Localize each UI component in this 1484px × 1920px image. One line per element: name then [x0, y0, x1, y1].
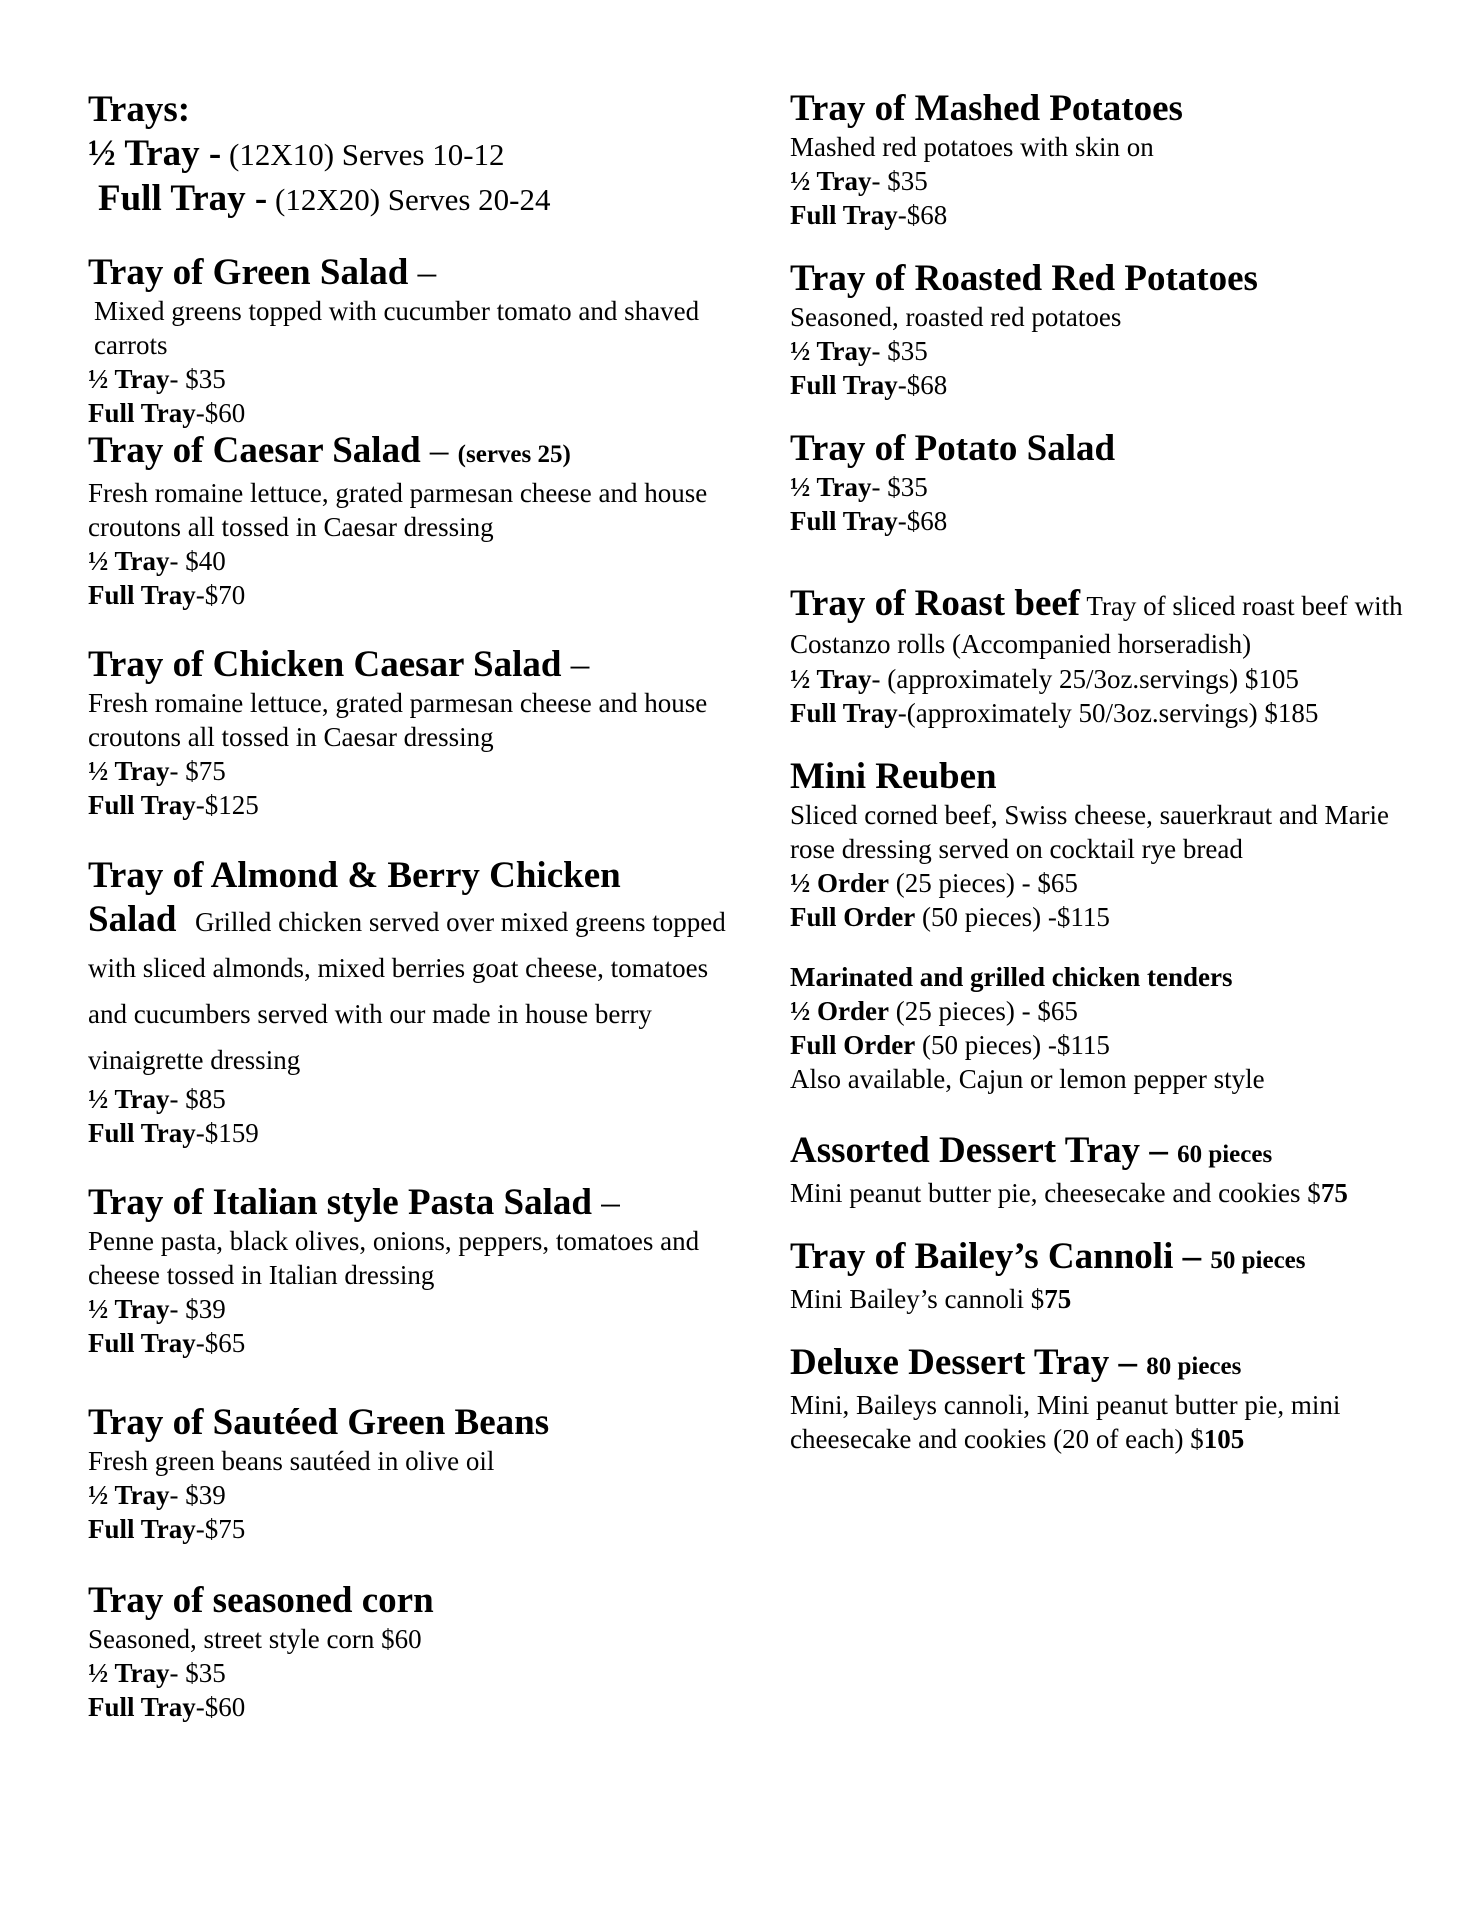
menu-item-deluxe-dessert	[790, 1342, 1410, 1456]
menu-item-almond-berry-salad	[88, 854, 728, 1150]
tray-sizes-intro	[88, 88, 728, 222]
full-tray-price: Full Tray-$68	[790, 370, 948, 400]
half-tray-size-desc: (12X10) Serves 10-12	[221, 137, 505, 172]
full-tray-size	[88, 177, 728, 222]
full-tray-price: Full Tray-(approximately 50/3oz.servings) $185	[790, 698, 1319, 728]
serves-note: (serves 25)	[457, 441, 571, 468]
full-order-price: Full Order (50 pieces) -$115	[790, 902, 1110, 932]
item-title: Tray of Italian style Pasta Salad –	[88, 1182, 620, 1223]
item-description: Penne pasta, black olives, onions, peppers, tomatoes and cheese tossed in Italian dressing	[88, 1226, 700, 1290]
menu-item-baileys-cannoli	[790, 1236, 1410, 1316]
menu-item-chicken-tenders	[790, 960, 1410, 1096]
item-description: Fresh green beans sautéed in olive oil	[88, 1446, 495, 1476]
full-tray-price: Full Tray-$159	[88, 1118, 259, 1148]
left-column	[88, 88, 728, 1724]
half-tray-price: ½ Tray- $85	[88, 1084, 226, 1114]
item-title: Assorted Dessert Tray – 60 pieces	[790, 1130, 1273, 1171]
half-tray-price: ½ Tray- $35	[790, 472, 928, 502]
item-description: Mini Bailey’s cannoli $75	[790, 1284, 1072, 1314]
half-tray-price: ½ Tray- $39	[88, 1294, 226, 1324]
half-tray-price: ½ Tray- $35	[88, 1658, 226, 1688]
full-tray-price: Full Tray-$68	[790, 506, 948, 536]
item-title: Tray of Bailey’s Cannoli – 50 pieces	[790, 1236, 1306, 1277]
full-tray-size-label: Full Tray -	[98, 178, 268, 219]
half-tray-price: ½ Tray- $75	[88, 756, 226, 786]
half-tray-price: ½ Tray- $35	[790, 336, 928, 366]
item-title: Tray of seasoned corn	[88, 1580, 434, 1621]
pieces-note: 80 pieces	[1146, 1353, 1242, 1380]
pieces-note: 50 pieces	[1210, 1247, 1306, 1274]
item-title: Tray of Caesar Salad – (serves 25)	[88, 430, 571, 471]
menu-item-mashed-potatoes	[790, 88, 1410, 232]
menu-item-caesar-salad	[88, 430, 728, 612]
item-title: Marinated and grilled chicken tenders	[790, 962, 1233, 992]
full-tray-price: Full Tray-$70	[88, 580, 246, 610]
right-column	[790, 88, 1410, 1456]
item-description: Mixed greens topped with cucumber tomato and shaved carrots	[94, 296, 700, 360]
item-description: Seasoned, street style corn $60	[88, 1624, 422, 1654]
item-description: Seasoned, roasted red potatoes	[790, 302, 1122, 332]
menu-item-green-beans	[88, 1402, 728, 1546]
menu-item-roast-beef	[790, 583, 1410, 730]
menu-item-green-salad	[88, 252, 728, 430]
menu-item-mini-reuben	[790, 756, 1410, 934]
half-tray-size	[88, 132, 728, 177]
item-price: 105	[1203, 1424, 1245, 1454]
half-tray-price: ½ Tray- $35	[790, 166, 928, 196]
item-description: Grilled chicken served over mixed greens topped with sliced almonds, mixed berries goat cheese, tomatoes and cucumbers served with our made in house berry vinaigrette dressing	[88, 907, 726, 1075]
full-order-price: Full Order (50 pieces) -$115	[790, 1030, 1110, 1060]
pieces-note: 60 pieces	[1177, 1141, 1273, 1168]
half-tray-price: ½ Tray- $35	[88, 364, 226, 394]
item-title: Tray of Roasted Red Potatoes	[790, 258, 1258, 299]
item-price: 75	[1044, 1284, 1072, 1314]
trays-heading: Trays:	[88, 89, 191, 130]
menu-item-potato-salad	[790, 428, 1410, 538]
half-order-price: ½ Order (25 pieces) - $65	[790, 996, 1078, 1026]
half-tray-size-label: ½ Tray -	[88, 133, 222, 174]
full-tray-price: Full Tray-$65	[88, 1328, 246, 1358]
item-title: Tray of Mashed Potatoes	[790, 88, 1183, 129]
item-title: Deluxe Dessert Tray – 80 pieces	[790, 1342, 1242, 1383]
menu-item-assorted-dessert	[790, 1130, 1410, 1210]
item-title-with-description: Tray of Almond & Berry Chicken Salad Grilled chicken served over mixed greens topped with sliced almonds, mixed berries goat cheese, tomatoes and cucumbers served with our made in house berry vinaigrette dressing	[88, 855, 726, 1075]
item-title: Mini Reuben	[790, 756, 997, 797]
full-tray-price: Full Tray-$75	[88, 1514, 246, 1544]
full-tray-price: Full Tray-$125	[88, 790, 259, 820]
full-tray-size-desc: (12X20) Serves 20-24	[267, 182, 551, 217]
half-tray-price: ½ Tray- (approximately 25/3oz.servings) $105	[790, 664, 1299, 694]
item-description: Fresh romaine lettuce, grated parmesan cheese and house croutons all tossed in Caesar dressing	[88, 478, 708, 542]
menu-item-chicken-caesar	[88, 644, 728, 822]
full-tray-price: Full Tray-$60	[88, 398, 246, 428]
menu-item-pasta-salad	[88, 1182, 728, 1360]
item-description: Mini peanut butter pie, cheesecake and cookies $75	[790, 1178, 1348, 1208]
half-tray-price: ½ Tray- $39	[88, 1480, 226, 1510]
item-description: Fresh romaine lettuce, grated parmesan cheese and house croutons all tossed in Caesar dressing	[88, 688, 708, 752]
item-description: Sliced corned beef, Swiss cheese, sauerkraut and Marie rose dressing served on cocktail rye bread	[790, 800, 1390, 864]
item-title: Tray of Sautéed Green Beans	[88, 1402, 550, 1443]
full-tray-price: Full Tray-$68	[790, 200, 948, 230]
item-description: Mini, Baileys cannoli, Mini peanut butter pie, mini cheesecake and cookies (20 of each) $105	[790, 1390, 1341, 1454]
half-order-price: ½ Order (25 pieces) - $65	[790, 868, 1078, 898]
full-tray-price: Full Tray-$60	[88, 1692, 246, 1722]
item-description: Tray of sliced roast beef with Costanzo rolls (Accompanied horseradish)	[790, 591, 1403, 659]
item-title-with-description: Tray of Roast beef Tray of sliced roast beef with Costanzo rolls (Accompanied horseradish)	[790, 583, 1403, 659]
item-title: Tray of Chicken Caesar Salad –	[88, 644, 590, 685]
item-title: Tray of Green Salad –	[88, 252, 437, 293]
half-tray-price: ½ Tray- $40	[88, 546, 226, 576]
item-price: 75	[1320, 1178, 1348, 1208]
item-note: Also available, Cajun or lemon pepper style	[790, 1064, 1265, 1094]
item-title: Tray of Potato Salad	[790, 428, 1116, 469]
menu-item-roasted-red-potatoes	[790, 258, 1410, 402]
item-description: Mashed red potatoes with skin on	[790, 132, 1154, 162]
menu-item-seasoned-corn	[88, 1580, 728, 1724]
